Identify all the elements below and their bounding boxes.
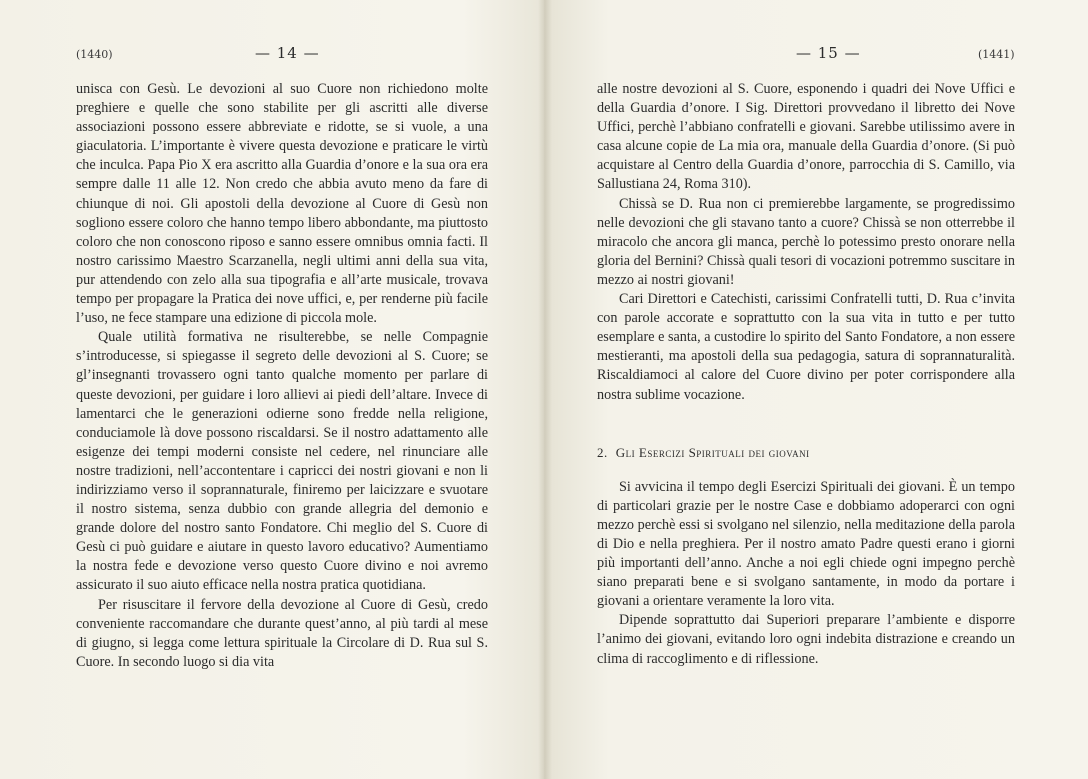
- section-title: Gli Esercizi Spirituali dei giovani: [615, 444, 810, 460]
- book-gutter: [538, 0, 552, 779]
- right-paragraph-1: alle nostre devozioni al S. Cuore, esponendo i quadri dei Nove Uffici e della Guardia d’onore. I Sig. Direttori provvedano il libretto dei Nove Uffici, perchè l’abbiano confratelli e giovani. Sarebbe utilissimo avere in casa alcune copie de La mia ora, manuale della Guardia d’onore. (Si può acquistare al Centro della Guardia d’onore, parrocchia di S. Camillo, via Sallustiana 24, Roma 310).: [597, 81, 1015, 193]
- left-paragraph-2: Quale utilità formativa ne risulterebbe, se nelle Compagnie s’introducesse, si spiegasse il segreto delle devozioni al S. Cuore; se gl’insegnanti trovassero ogni tanto qualche momento per parlare di queste devozioni, per guidare i loro allievi ai piedi dell’altare. Invece di lamentarci che le generazioni odierne sono fredde nella religione, conduciamole là dove possono riscaldarsi. Se il nostro adattamento alle esigenze dei tempi moderni consiste nel cedere, nel rinunciare alle nostre tradizioni, nell’accontentare i capricci dei nostri giovani e non li indirizziamo verso il soprannaturale, finiremo per laicizzare e svuotare il nostro sistema, senza dubbio con grande allegria del demonio e grande dolore del nostro santo Fondatore. Chi meglio del S. Cuore di Gesù ci può guidare e aiutare in questo lavoro educativo? Aumentiamo la nostra fede e devozione verso questo Cuore divino e noi avremo assicurato il suo aiuto efficace nella nostra pratica quotidiana.: [76, 329, 488, 594]
- left-paragraph-3: Per risuscitare il fervore della devozione al Cuore di Gesù, credo conveniente raccomandare che durante quest’anno, al più tardi al mese di giugno, si legga come lettura spirituale la Circolare di D. Rua sul S. Cuore. In secondo luogo si dia vita: [76, 596, 488, 670]
- right-header-code: (1441): [978, 48, 1015, 61]
- section-heading: [597, 443, 1015, 462]
- right-paragraph-3: Cari Direttori e Catechisti, carissimi Confratelli tutti, D. Rua c’invita con parole accorate e soprattutto con la sua vita in tutto e per tutto esemplare e santa, a custodire lo spirito del Santo Fondatore, a non essere mestieranti, ma apostoli della sua pedagogia, satura di soprannaturalità. Riscaldiamoci al calore del Cuore divino per poter corrispondere alla nostra sublime vocazione.: [597, 291, 1015, 403]
- section-paragraph-1: Si avvicina il tempo degli Esercizi Spirituali dei giovani. È un tempo di particolari grazie per le nostre Case e dobbiamo adoperarci con ogni mezzo perchè essi si svolgano nel silenzio, nella meditazione della parola di Dio e nella preghiera. Per il nostro amato Padre questi erano i giorni più importanti dell’anno. Anche a noi egli chiede ogni impegno perchè siano preparati bene e si svolgano santamente, in modo da portare i giovani a orientare veramente la loro vita.: [597, 478, 1015, 610]
- left-header-code: (1440): [76, 48, 113, 61]
- left-page-text: [76, 80, 488, 672]
- left-page-number: — 14 —: [255, 44, 320, 62]
- section-number: 2.: [597, 444, 608, 460]
- right-paragraph-2: Chissà se D. Rua non ci premierebbe largamente, se progredissimo nelle devozioni che gli stavano tanto a cuore? Chissà se non otterrebbe il miracolo che ancora gli manca, perchè lo potessimo presto onorare nella gloria del Bernini? Chissà quali tesori di vocazioni potremmo suscitare in mezzo ai nostri giovani!: [597, 195, 1015, 288]
- right-page-text: [597, 80, 1015, 669]
- left-paragraph-1: unisca con Gesù. Le devozioni al suo Cuore non richiedono molte preghiere e quelle che sono stabilite per gli ascritti alle diverse associazioni possono essere abbreviate e ridotte, se si vuole, a una giaculatoria. L’importante è vivere questa devozione e praticare le virtù che inculca. Papa Pio X era ascritto alla Guardia d’onore e la sua ora era sempre dalle 11 alle 12. Non credo che abbia avuto meno da fare di chiunque di noi. Gli apostoli della devozione al Cuore di Gesù non sogliono essere coloro che hanno tempo libero abbondante, ma piuttosto coloro che non conoscono riposo e sanno essere omnibus omnia facti. Il nostro carissimo Maestro Scarzanella, negli ultimi anni della sua vita, pur attendendo con zelo alla sua tipografia e all’arte musicale, trovava tempo per propagare la Pratica dei nove uffici, e, per renderne più facile l’uso, ne fece stampare una edizione di piccola mole.: [76, 81, 488, 327]
- section-paragraph-2: Dipende soprattutto dai Superiori preparare l’ambiente e disporre l’animo dei giovani, evitando loro ogni indebita distrazione e creando un clima di raccoglimento e di riflessione.: [597, 612, 1015, 667]
- right-page: [544, 0, 1088, 779]
- right-page-number: — 15 —: [796, 44, 861, 62]
